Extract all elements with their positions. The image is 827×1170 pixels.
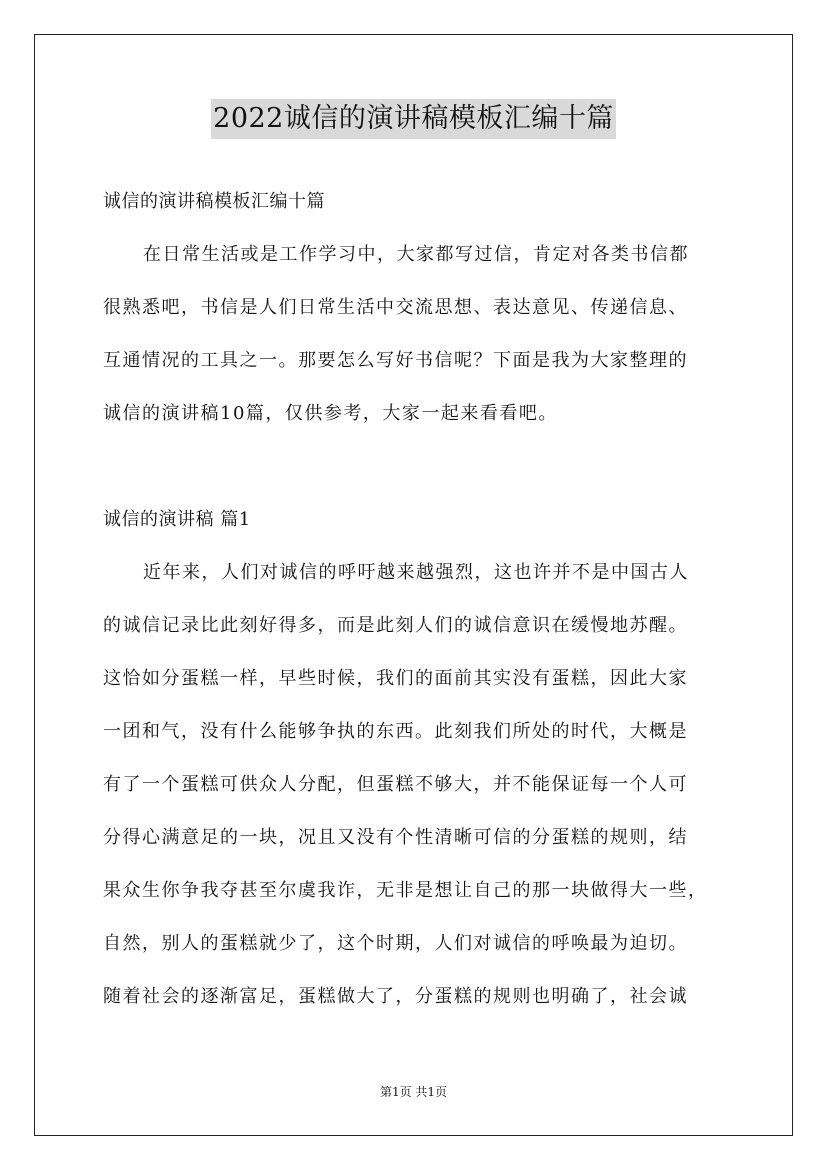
paragraph-spacer [103, 440, 733, 493]
intro-line: 在日常生活或是工作学习中，大家都写过信，肯定对各类书信都 [143, 244, 689, 265]
section-heading: 诚信的演讲稿 篇1 [103, 509, 251, 530]
intro-line: 互通情况的工具之一。那要怎么写好书信呢？下面是我为大家整理的 [103, 350, 688, 371]
document-body [103, 175, 733, 1023]
body-line: 一团和气，没有什么能够争执的东西。此刻我们所处的时代，大概是 [103, 721, 688, 742]
body-line: 的诚信记录比此刻好得多，而是此刻人们的诚信意识在缓慢地苏醒。 [103, 615, 688, 636]
body-line: 随着社会的逐渐富足，蛋糕做大了，分蛋糕的规则也明确了，社会诚 [103, 986, 688, 1007]
body-line: 果众生你争我夺甚至尔虞我诈，无非是想让自己的那一块做得大一些， [103, 880, 708, 901]
intro-line: 很熟悉吧，书信是人们日常生活中交流思想、表达意见、传递信息、 [103, 297, 688, 318]
body-line: 自然，别人的蛋糕就少了，这个时期，人们对诚信的呼唤最为迫切。 [103, 933, 688, 954]
body-line: 分得心满意足的一块，况且又没有个性清晰可信的分蛋糕的规则，结 [103, 827, 688, 848]
body-line: 近年来，人们对诚信的呼吁越来越强烈，这也许并不是中国古人 [143, 562, 689, 583]
title-container [0, 99, 827, 139]
body-line: 有了一个蛋糕可供众人分配，但蛋糕不够大，并不能保证每一个人可 [103, 774, 688, 795]
body-line: 这恰如分蛋糕一样，早些时候，我们的面前其实没有蛋糕，因此大家 [103, 668, 688, 689]
document-subtitle: 诚信的演讲稿模板汇编十篇 [103, 191, 325, 212]
intro-line: 诚信的演讲稿10篇，仅供参考，大家一起来看看吧。 [103, 403, 558, 424]
page-footer: 第1页 共1页 [379, 1085, 448, 1099]
document-title: 2022诚信的演讲稿模板汇编十篇 [211, 99, 616, 139]
